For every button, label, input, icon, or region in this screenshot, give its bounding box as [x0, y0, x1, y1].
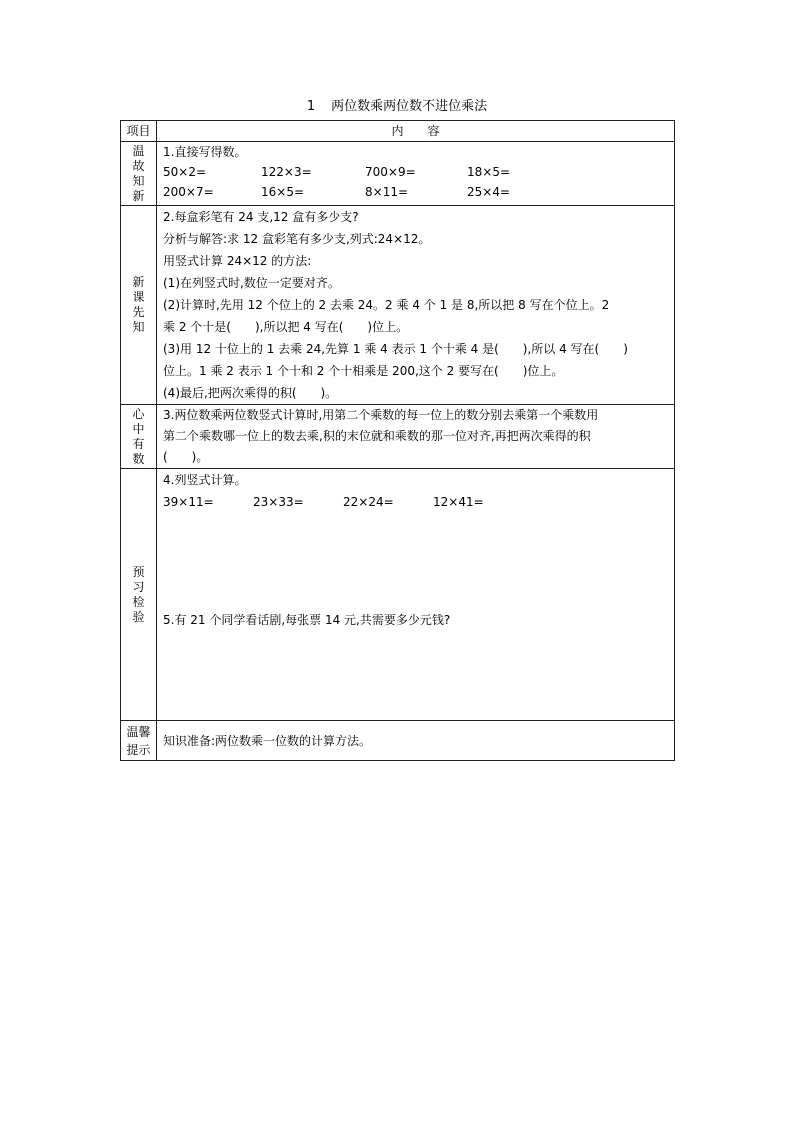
tips-label: 温馨 提示 [121, 721, 157, 761]
question-4: 4.列竖式计算。 [163, 473, 247, 487]
problem: 8×11= [365, 185, 409, 199]
summary-label: 心 中 有 数 [121, 405, 157, 469]
summary-line-3: ( )。 [163, 450, 209, 464]
question-2: 2.每盒彩笔有 24 支,12 盒有多少支? [163, 210, 359, 224]
preview-content [157, 469, 675, 721]
problem: 700×9= [365, 165, 416, 179]
problem: 16×5= [261, 185, 305, 199]
problem: 39×11= [163, 495, 214, 509]
problem: 22×24= [343, 495, 394, 509]
new-lesson-label: 新 课 先 知 [121, 206, 157, 405]
header-row [121, 121, 675, 142]
problem: 12×41= [433, 495, 484, 509]
summary-line-2: 第二个乘数哪一位上的数去乘,积的末位就和乘数的那一位对齐,再把两次乘得的积 [163, 429, 591, 443]
problem: 18×5= [467, 165, 511, 179]
step-3b: 位上。1 乘 2 表示 1 个十和 2 个十相乘是 200,这个 2 要写在( )位上。 [163, 364, 564, 378]
new-lesson-content [157, 206, 675, 405]
summary-content [157, 405, 675, 469]
answer-space [163, 513, 668, 609]
problem: 23×33= [253, 495, 304, 509]
tips-text: 知识准备:两位数乘一位数的计算方法。 [163, 733, 372, 748]
review-label: 温 故 知 新 [121, 142, 157, 206]
analysis: 分析与解答:求 12 盒彩笔有多少支,列式:24×12。 [163, 232, 431, 246]
problem: 200×7= [163, 185, 214, 199]
lesson-table [120, 120, 675, 761]
header-project: 项目 [121, 121, 157, 142]
question-5: 5.有 21 个同学看话剧,每张票 14 元,共需要多少元钱? [163, 613, 451, 627]
vertical-problems [163, 491, 668, 513]
step-2b: 乘 2 个十是( ),所以把 4 写在( )位上。 [163, 320, 409, 334]
review-content [157, 142, 675, 206]
summary-row [121, 405, 675, 469]
review-row-2 [163, 182, 668, 202]
header-content: 内 容 [157, 121, 675, 142]
preview-label: 预 习 检 验 [121, 469, 157, 721]
review-row-1 [163, 162, 668, 182]
new-lesson-row [121, 206, 675, 405]
step-3a: (3)用 12 十位上的 1 去乘 24,先算 1 乘 4 表示 1 个十乘 4 是( ),所以 4 写在( ) [163, 342, 628, 356]
method-title: 用竖式计算 24×12 的方法: [163, 254, 312, 268]
lesson-title: 两位数乘两位数不进位乘法 [331, 99, 488, 114]
step-1: (1)在列竖式时,数位一定要对齐。 [163, 276, 340, 290]
step-2a: (2)计算时,先用 12 个位上的 2 去乘 24。2 乘 4 个 1 是 8,所以把 8 写在个位上。2 [163, 298, 610, 312]
lesson-number: 1 [306, 99, 316, 114]
question-1: 1.直接写得数。 [163, 145, 247, 159]
problem: 50×2= [163, 165, 207, 179]
step-4: (4)最后,把两次乘得的积( )。 [163, 386, 338, 400]
problem: 122×3= [261, 165, 312, 179]
problem: 25×4= [467, 185, 511, 199]
tips-row [121, 721, 675, 761]
preview-row [121, 469, 675, 721]
tips-content [157, 721, 675, 761]
review-row [121, 142, 675, 206]
page-title [120, 98, 674, 116]
summary-line-1: 3.两位数乘两位数竖式计算时,用第二个乘数的每一位上的数分别去乘第一个乘数用 [163, 408, 599, 422]
